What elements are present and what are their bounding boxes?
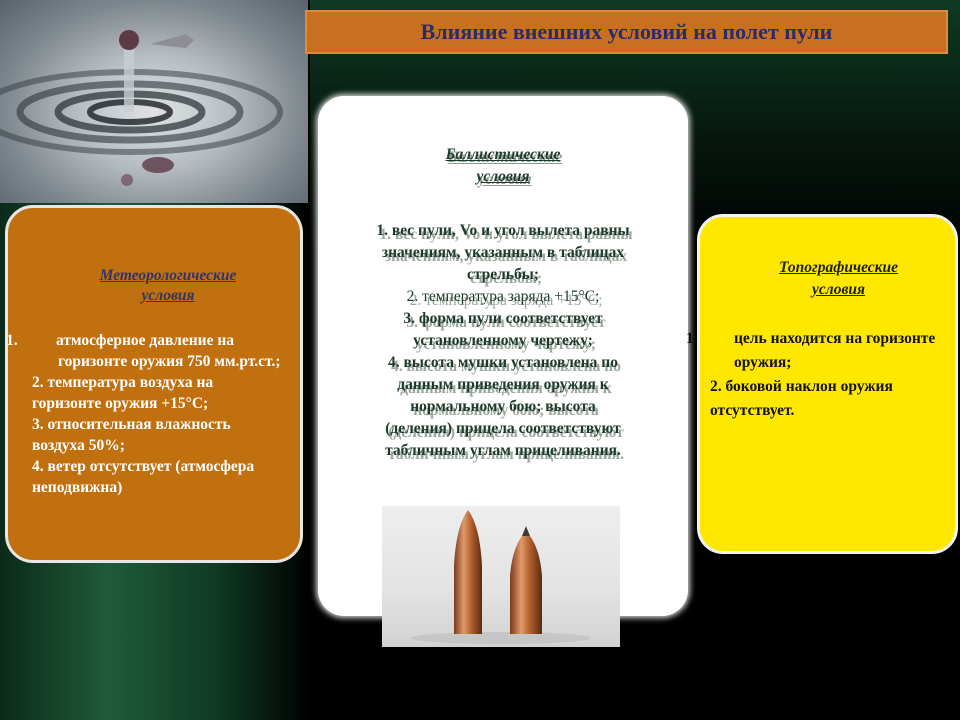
topo-item-text: цель находится на горизонте оружия; xyxy=(734,330,936,371)
bullet-water-photo xyxy=(0,0,308,203)
topo-item-number: 1. xyxy=(686,330,698,347)
ballistic-line: данным приведения оружия к xyxy=(397,376,609,393)
topo-item-text: боковой наклон оружия отсутствует. xyxy=(710,378,893,419)
meteo-list xyxy=(6,330,286,498)
ballistic-line: табличным углам прицеливания. xyxy=(385,442,621,459)
ballistic-line: 3. форма пули соответствует xyxy=(403,310,603,327)
topo-heading-line2: условия xyxy=(812,281,865,298)
bullet-water-illustration xyxy=(0,0,308,203)
meteo-item xyxy=(32,456,286,498)
topo-item-number: 2. xyxy=(710,378,722,395)
ballistic-line: 4. высота мушки установлена по xyxy=(388,354,618,371)
meteo-heading xyxy=(50,266,286,306)
ballistic-line: стрельбы; xyxy=(466,266,540,283)
meteo-conditions-card xyxy=(5,205,303,563)
meteo-heading-line2: условия xyxy=(141,287,195,304)
meteo-item-text: температура воздуха на горизонте оружия +15°С; xyxy=(32,374,214,412)
meteo-item-number: 1. xyxy=(6,332,18,349)
meteo-heading-line1: Метеорологические xyxy=(99,267,237,284)
slide-title-bar xyxy=(305,10,948,54)
meteo-item-number: 2. xyxy=(32,374,44,391)
ballistic-line: 2. температура заряда +15°С; xyxy=(406,288,600,305)
topo-heading xyxy=(734,257,943,301)
ballistic-line: установленному чертежу; xyxy=(413,332,593,349)
topo-conditions-card xyxy=(686,214,958,554)
meteo-item-text: ветер отсутствует (атмосфера неподвижна) xyxy=(32,458,255,496)
ballistic-text xyxy=(318,220,688,462)
ballistic-line: нормальному бою; высота xyxy=(410,398,596,415)
meteo-item xyxy=(32,372,286,414)
topo-heading-line1: Топографические xyxy=(778,259,898,276)
ballistic-line: (деления) прицела соответствуют xyxy=(385,420,621,437)
slide-title: Влияние внешних условий на полет пули xyxy=(420,19,833,44)
meteo-item xyxy=(32,414,286,456)
meteo-item-text: атмосферное давление на горизонте оружия 750 мм.рт.ст.; xyxy=(56,332,281,370)
ballistic-line: значениям, указанным в таблицах xyxy=(381,244,625,261)
bullets-illustration xyxy=(382,506,620,647)
meteo-item-number: 3. xyxy=(32,416,44,433)
ballistic-heading-line1: Баллистические xyxy=(445,146,561,163)
ballistic-heading-line2: условия xyxy=(476,168,530,185)
meteo-item-number: 4. xyxy=(32,458,44,475)
bullets-photo xyxy=(382,506,620,647)
topo-item xyxy=(686,327,943,375)
meteo-item-text: относительная влажность воздуха 50%; xyxy=(32,416,231,454)
ballistic-heading xyxy=(318,144,688,188)
topo-list xyxy=(686,327,943,423)
topo-item xyxy=(710,375,943,423)
meteo-item xyxy=(6,330,286,372)
ballistic-line: 1. вес пули, Vo и угол вылета равны xyxy=(376,222,630,239)
